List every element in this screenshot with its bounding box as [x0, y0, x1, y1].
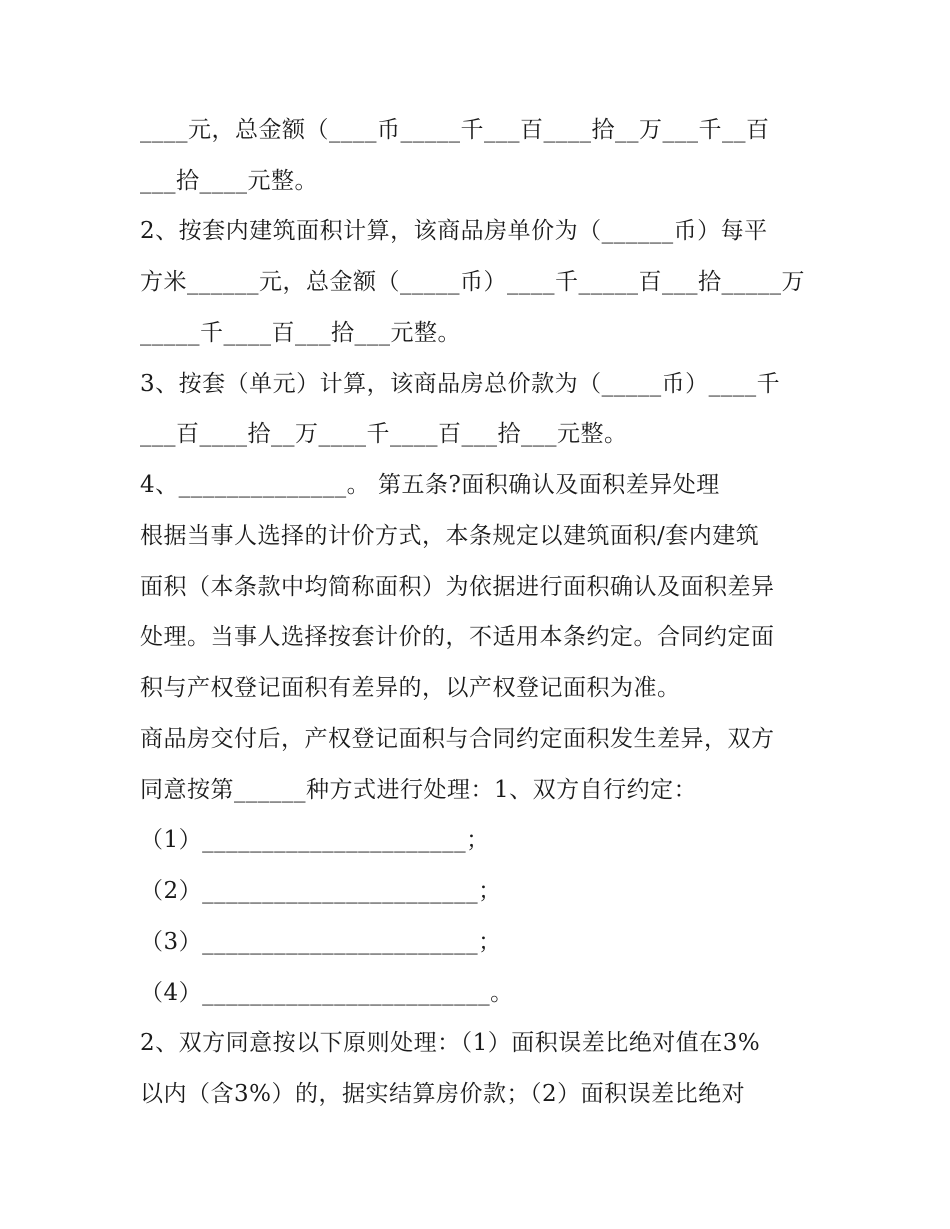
text-line: ___拾____元整。: [140, 168, 318, 194]
text-line: 商品房交付后，产权登记面积与合同约定面积发生差异，双方: [140, 726, 775, 752]
text-line: 3、按套（单元）计算，该商品房总价款为（_____币）____千: [140, 371, 781, 397]
text-line: 2、按套内建筑面积计算，该商品房单价为（______币）每平: [140, 218, 768, 244]
text-line: ___百____拾__万____千____百___拾___元整。: [140, 421, 628, 447]
text-line: （1）______________________；: [140, 827, 490, 853]
text-line: _____千____百___拾___元整。: [140, 320, 461, 346]
text-line: ____元，总金额（____币_____千___百____拾__万___千__百: [140, 117, 770, 143]
text-line: 根据当事人选择的计价方式，本条规定以建筑面积/套内建筑: [140, 523, 760, 549]
text-line: 以内（含3%）的，据实结算房价款；（2）面积误差比绝对: [140, 1081, 746, 1107]
text-line: 积与产权登记面积有差异的，以产权登记面积为准。: [140, 675, 681, 701]
text-line: 方米______元，总金额（_____币）____千_____百___拾_____万: [140, 269, 805, 295]
text-line: （3）_______________________；: [140, 929, 502, 955]
text-line: （2）_______________________；: [140, 878, 502, 904]
text-line: 处理。当事人选择按套计价的，不适用本条约定。合同约定面: [140, 624, 775, 650]
text-line: 面积（本条款中均简称面积）为依据进行面积确认及面积差异: [140, 574, 775, 600]
text-line: （4）________________________。: [140, 980, 514, 1006]
text-line: 同意按第______种方式进行处理：1、双方自行约定：: [140, 777, 698, 803]
text-line: 2、双方同意按以下原则处理：（1）面积误差比绝对值在3%: [140, 1030, 761, 1056]
text-line: 4、______________。 第五条?面积确认及面积差异处理: [140, 472, 720, 498]
